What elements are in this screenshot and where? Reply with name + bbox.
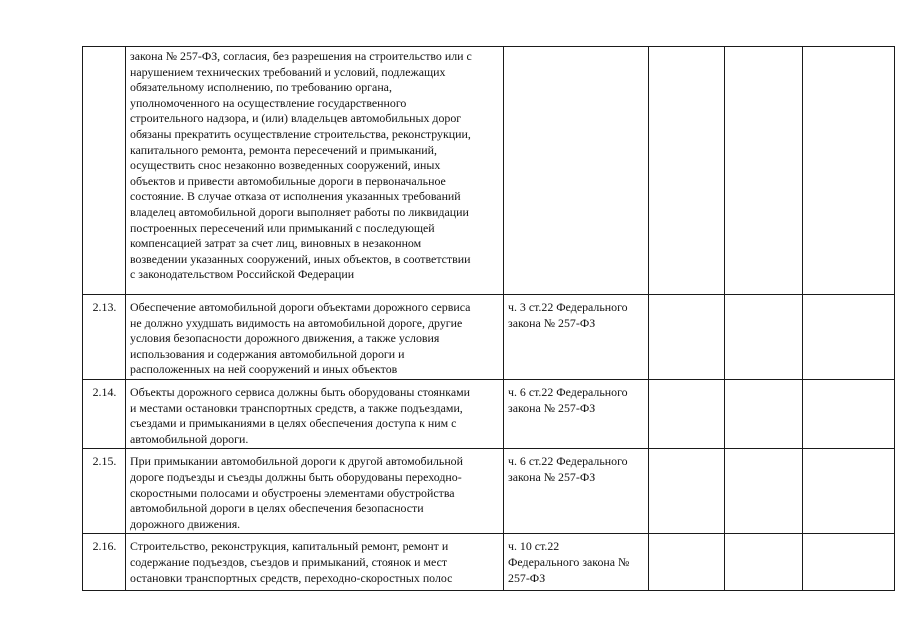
requirements-table: [82, 46, 895, 591]
text-line: закона № 257-ФЗ: [508, 400, 596, 415]
empty-cell: [725, 47, 803, 295]
text-line: 257-ФЗ: [508, 570, 546, 585]
empty-cell: [725, 379, 803, 448]
empty-cell: [649, 534, 725, 591]
table-row-2-13: [83, 295, 895, 380]
text-line: автомобильной дороги в целях обеспечения безопасности: [130, 501, 424, 516]
text-line: строительного надзора, и (или) владельцев автомобильных дорог: [130, 111, 462, 126]
text-line: дорожного движения.: [130, 516, 241, 531]
empty-cell: [803, 47, 895, 295]
text-line: закона № 257-ФЗ, согласия, без разрешения на строительство или с: [130, 49, 472, 63]
empty-cell: [649, 47, 725, 295]
empty-cell: [725, 449, 803, 534]
empty-cell: [649, 295, 725, 380]
reference-cell: [504, 534, 649, 591]
requirement-cell: [126, 47, 504, 295]
empty-cell: [649, 379, 725, 448]
requirement-cell: [126, 534, 504, 591]
text-line: использования и содержания автомобильной дороги и: [130, 346, 405, 361]
requirement-cell: [126, 295, 504, 380]
text-line: нарушением технических требований и условий, подлежащих: [130, 64, 446, 79]
text-line: ч. 6 ст.22 Федерального: [508, 384, 628, 399]
text-line: закона № 257-ФЗ: [508, 315, 596, 330]
text-line: ч. 10 ст.22: [508, 539, 560, 554]
text-line: компенсацией затрат за счет лиц, виновных в незаконном: [130, 236, 422, 251]
empty-cell: [803, 379, 895, 448]
requirement-cell: [126, 379, 504, 448]
table-row-2-14: [83, 379, 895, 448]
row-number-cell: 2.15.: [83, 449, 126, 534]
text-line: закона № 257-ФЗ: [508, 469, 596, 484]
empty-cell: [803, 295, 895, 380]
text-line: построенных пересечений или примыканий с последующей: [130, 220, 435, 235]
text-line: владелец автомобильной дороги выполняет работы по ликвидации: [130, 204, 469, 219]
text-line: уполномоченного на осуществление государственного: [130, 95, 407, 110]
text-line: состояние. В случае отказа от исполнения указанных требований: [130, 189, 461, 204]
text-line: дороге подъезды и съезды должны быть оборудованы переходно-: [130, 469, 462, 484]
row-number-cell: 2.14.: [83, 379, 126, 448]
text-line: расположенных на ней сооружений и иных объектов: [130, 362, 398, 377]
reference-cell: [504, 449, 649, 534]
text-line: содержание подъездов, съездов и примыканий, стоянок и мест: [130, 554, 448, 569]
text-line: Объекты дорожного сервиса должны быть оборудованы стоянками: [130, 384, 471, 399]
empty-cell: [649, 449, 725, 534]
text-line: обязаны прекратить осуществление строительства, реконструкции,: [130, 126, 471, 141]
text-line: ч. 6 ст.22 Федерального: [508, 454, 628, 469]
text-line: Федерального закона №: [508, 554, 630, 569]
text-line: капитального ремонта, ремонта пересечений и примыканий,: [130, 142, 437, 157]
table-row-2-15: [83, 449, 895, 534]
requirement-cell: [126, 449, 504, 534]
reference-cell: [504, 295, 649, 380]
text-line: не должно ухудшать видимость на автомобильной дороге, другие: [130, 315, 463, 330]
empty-cell: [803, 449, 895, 534]
reference-cell: [504, 379, 649, 448]
text-line: возведении указанных сооружений, иных объектов, в соответствии: [130, 251, 471, 266]
text-line: скоростными полосами и обустроены элементами обустройства: [130, 485, 455, 500]
text-line: ч. 3 ст.22 Федерального: [508, 300, 628, 314]
row-number-cell: [83, 47, 126, 295]
text-line: объектов и привести автомобильные дороги в первоначальное: [130, 173, 446, 188]
text-line: Обеспечение автомобильной дороги объектами дорожного сервиса: [130, 300, 471, 314]
row-number-cell: 2.16.: [83, 534, 126, 591]
text-line: Строительство, реконструкция, капитальный ремонт, ремонт и: [130, 539, 449, 554]
text-line: и местами остановки транспортных средств, а также подъездами,: [130, 400, 463, 415]
text-line: обязательному исполнению, по требованию органа,: [130, 80, 392, 95]
text-line: автомобильной дороги.: [130, 431, 249, 446]
empty-cell: [725, 295, 803, 380]
row-number-cell: 2.13.: [83, 295, 126, 380]
empty-cell: [803, 534, 895, 591]
table-row-continuation: [83, 47, 895, 295]
text-line: условия безопасности дорожного движения, а также условия: [130, 331, 440, 346]
text-line: с законодательством Российской Федерации: [130, 267, 355, 282]
table-row-2-16: [83, 534, 895, 591]
reference-cell: [504, 47, 649, 295]
text-line: При примыкании автомобильной дороги к другой автомобильной: [130, 454, 463, 469]
empty-cell: [725, 534, 803, 591]
text-line: осуществить снос незаконно возведенных сооружений, иных: [130, 158, 441, 173]
text-line: съездами и примыканиями в целях обеспечения доступа к ним с: [130, 416, 457, 431]
text-line: остановки транспортных средств, переходно-скоростных полос: [130, 570, 453, 585]
